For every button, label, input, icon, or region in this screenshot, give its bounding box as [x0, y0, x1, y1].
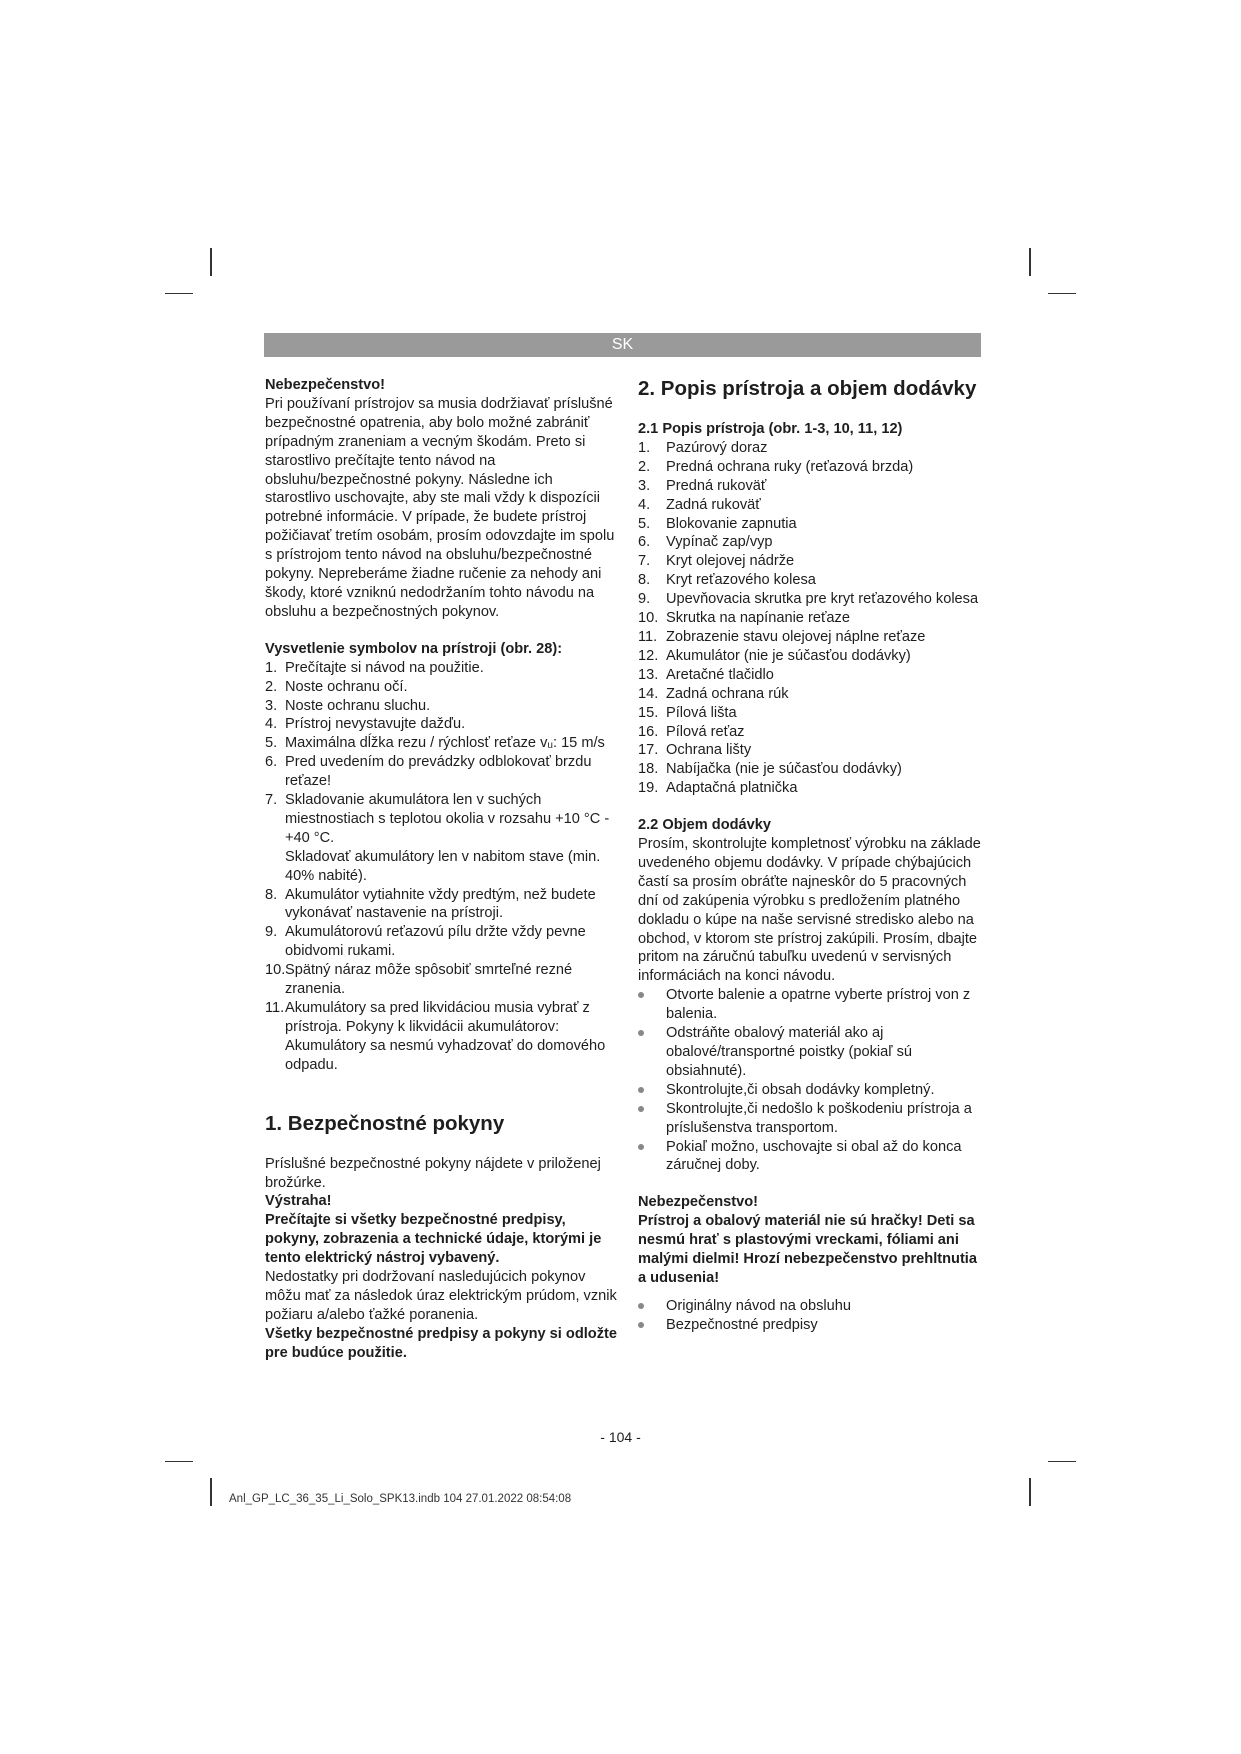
list-item-text: Akumulátorovú reťazovú pílu držte vždy pevne obidvomi rukami. [285, 924, 586, 960]
list-item-text: Prístroj nevystavujte dažďu. [285, 716, 466, 733]
language-header-bar [264, 333, 981, 357]
list-item-number: 8. [638, 572, 651, 589]
crop-mark [1029, 1478, 1031, 1506]
list-item [638, 571, 983, 590]
list-item-text: Pílová lišta [666, 704, 737, 721]
scope-paragraph: Prosím, skontrolujte kompletnosť výrobku na základe uvedeného objemu dodávky. V prípade chýbajúcich častí sa prosím obráťte najneskôr do 5 pracovných dní od zakúpenia výrobku s predložením platného dokladu o kúpe na naše servisné stredisko alebo na obchod, v ktorom ste prístroj zakúpili. Prosím, dbajte pritom na záručnú tabuľku uvedenú v servisných informáciách na konci návodu. [638, 836, 981, 985]
list-item [638, 590, 983, 609]
list-item-text: Adaptačná platnička [666, 780, 798, 797]
list-item-number: 4. [638, 496, 651, 513]
list-item-number: 19. [638, 780, 659, 797]
list-item [638, 647, 983, 666]
bullet-item [638, 986, 983, 1024]
parts-list [638, 439, 983, 798]
list-item-text: Zadná rukoväť [666, 496, 761, 513]
bullet-text: Bezpečnostné predpisy [666, 1316, 818, 1333]
list-item-text: Akumulátor (nie je súčasťou dodávky) [666, 647, 911, 664]
list-item-text: Aretačné tlačidlo [666, 666, 774, 683]
list-item-text: Predná rukoväť [666, 477, 767, 494]
crop-mark [210, 248, 212, 276]
list-item-text: Noste ochranu sluchu. [285, 697, 431, 714]
list-item-text: Akumulátor vytiahnite vždy predtým, než budete vykonávať nastavenie na prístroji. [285, 886, 596, 922]
list-item-number: 2. [265, 678, 278, 695]
list-item-text: Maximálna dĺžka rezu / rýchlosť reťaze vᵤ: 15 m/s [285, 735, 605, 752]
right-column [638, 376, 983, 1335]
list-item-text: Upevňovacia skrutka pre kryt reťazového kolesa [666, 591, 979, 608]
list-item [638, 552, 983, 571]
list-item [638, 704, 983, 723]
list-item-text: Prečítajte si návod na použitie. [285, 659, 484, 676]
list-item-number: 7. [638, 553, 651, 570]
list-item-number: 17. [638, 742, 659, 759]
list-item [265, 715, 617, 734]
bullet-icon [638, 1030, 644, 1036]
bullet-text: Odstráňte obalový materiál ako aj obalové/transportné poistky (pokiaľ sú obsiahnuté). [666, 1025, 912, 1079]
list-item [265, 886, 617, 924]
list-item-number: 7. [265, 792, 278, 809]
list-item-text: Skladovanie akumulátora len v suchých miestnostiach s teplotou okolia v rozsahu +10 °C - +40 °C. [285, 792, 610, 846]
danger-heading: Nebezpečenstvo! [265, 377, 386, 393]
list-item-number: 13. [638, 666, 659, 683]
bullet-item [638, 1316, 983, 1335]
bullet-text: Originálny návod na obsluhu [666, 1297, 851, 1314]
symbols-list [265, 659, 617, 1075]
list-item-number: 15. [638, 704, 659, 721]
bullet-item [638, 1081, 983, 1100]
list-item [265, 678, 617, 697]
warning-text: Nedostatky pri dodržovaní nasledujúcich pokynov môžu mať za následok úraz elektrickým prúdom, vznik požiaru a/alebo ťažké poranenia. [265, 1269, 617, 1323]
list-item-text: Pílová reťaz [666, 723, 745, 740]
list-item [265, 697, 617, 716]
bullet-item [638, 1138, 983, 1176]
warning-bold-text: Prečítajte si všetky bezpečnostné predpisy, pokyny, zobrazenia a technické údaje, ktorými je tento elektrický nástroj vybavený. [265, 1212, 602, 1267]
list-item-text: Pazúrový doraz [666, 439, 768, 456]
list-item-text: Spätný náraz môže spôsobiť smrteľné rezné zranenia. [285, 962, 573, 998]
list-item [265, 961, 617, 999]
symbols-heading: Vysvetlenie symbolov na prístroji (obr. 28): [265, 640, 563, 657]
bullet-text: Otvorte balenie a opatrne vyberte prístroj von z balenia. [666, 987, 971, 1023]
print-slug: Anl_GP_LC_36_35_Li_Solo_SPK13.indb 104 27.01.2022 08:54:08 [229, 1493, 572, 1505]
list-item [638, 477, 983, 496]
list-item [265, 734, 617, 753]
list-item-text: Zadná ochrana rúk [666, 685, 789, 702]
crop-mark [210, 1478, 212, 1506]
left-column [265, 376, 617, 1363]
list-item-number: 11. [265, 1000, 285, 1016]
list-item-number: 9. [265, 924, 278, 941]
list-item-number: 1. [265, 659, 278, 676]
danger-2-heading: Nebezpečenstvo! [638, 1194, 759, 1211]
bullet-item [638, 1100, 983, 1138]
list-item [638, 439, 983, 458]
bullet-icon [638, 1144, 644, 1150]
list-item-number: 2. [638, 458, 651, 475]
list-item-text: Noste ochranu očí. [285, 678, 408, 695]
crop-mark [1029, 248, 1031, 276]
list-item-text: Skrutka na napínanie reťaze [666, 610, 850, 627]
list-item [638, 458, 983, 477]
list-item [638, 760, 983, 779]
section-1-text: Príslušné bezpečnostné pokyny nájdete v priloženej brožúrke. [265, 1155, 601, 1191]
scope-heading: 2.2 Objem dodávky [638, 817, 772, 834]
page-number: - 104 - [600, 1429, 641, 1445]
list-item [638, 628, 983, 647]
list-item [265, 791, 617, 848]
danger-2-text: Prístroj a obalový materiál nie sú hračky! Deti sa nesmú hrať s plastovými vreckami, fóliami ani malými dielmi! Hrozí nebezpečenstvo prehltnutia a udusenia! [638, 1213, 977, 1286]
list-item [638, 685, 983, 704]
list-item [265, 999, 617, 1075]
list-item [638, 723, 983, 742]
list-item-text: Skladovať akumulátory len v nabitom stave (min. 40% nabité). [285, 848, 601, 884]
list-item-number: 4. [265, 716, 278, 733]
list-item [265, 848, 617, 886]
warning-keep-text: Všetky bezpečnostné predpisy a pokyny si odložte pre budúce použitie. [265, 1325, 617, 1361]
list-item [638, 609, 983, 628]
list-item [265, 753, 617, 791]
crop-mark [165, 293, 193, 294]
list-item-number: 6. [265, 754, 278, 771]
list-item-number: 10. [265, 962, 286, 979]
list-item [265, 923, 617, 961]
list-item-number: 10. [638, 610, 659, 627]
bullet-text: Skontrolujte,či obsah dodávky kompletný. [666, 1081, 935, 1098]
bullet-icon [638, 1303, 644, 1309]
list-item-text: Vypínač zap/vyp [666, 534, 773, 551]
list-item-text: Blokovanie zapnutia [666, 515, 797, 532]
crop-mark [1048, 1461, 1076, 1462]
list-item-number: 3. [265, 697, 278, 714]
list-item-number: 11. [638, 628, 658, 645]
list-item-number: 18. [638, 761, 659, 778]
danger-paragraph: Pri používaní prístrojov sa musia dodržiavať príslušné bezpečnostné opatrenia, aby bolo možné zabrániť prípadným zraneniam a vecným škodám. Preto si starostlivo prečítajte tento návod na obsluhu/bezpečnostné pokyny. Následne ich starostlivo uschovajte, aby ste mali vždy k dispozícii potrebné informácie. V prípade, že budete prístroj požičiavať tretím osobám, prosím odovzdajte im spolu s prístrojom tento návod na obsluhu/bezpečnostné pokyny. Nepreberáme žiadne ručenie za nehody ani škody, ktoré vzniknú nedodržaním tohto návodu na obsluhu a bezpečnostných pokynov. [265, 395, 615, 620]
bullet-icon [638, 1322, 644, 1328]
bullet-text: Skontrolujte,či nedošlo k poškodeniu prístroja a príslušenstva transportom. [666, 1100, 972, 1136]
crop-mark [1048, 293, 1076, 294]
list-item-number: 3. [638, 477, 651, 494]
list-item-text: Zobrazenie stavu olejovej náplne reťaze [666, 628, 926, 645]
list-item-text: Predná ochrana ruky (reťazová brzda) [666, 458, 914, 475]
list-item-number: 12. [638, 647, 659, 664]
list-item-text: Ochrana lišty [666, 742, 752, 759]
documents-bullet-list [638, 1297, 983, 1335]
list-item [638, 666, 983, 685]
description-heading: 2.1 Popis prístroja (obr. 1-3, 10, 11, 12) [638, 421, 903, 437]
bullet-item [638, 1297, 983, 1316]
section-1-title: 1. Bezpečnostné pokyny [265, 1111, 505, 1135]
list-item-number: 6. [638, 534, 651, 551]
section-2-title: 2. Popis prístroja a objem dodávky [638, 377, 977, 400]
bullet-icon [638, 1087, 644, 1093]
scope-bullet-list [638, 986, 983, 1175]
crop-mark [165, 1461, 193, 1462]
list-item-number: 8. [265, 886, 278, 903]
list-item-number: 16. [638, 723, 659, 740]
list-item-text: Kryt olejovej nádrže [666, 553, 795, 570]
list-item-text: Nabíjačka (nie je súčasťou dodávky) [666, 761, 902, 778]
bullet-icon [638, 992, 644, 998]
list-item-number: 9. [638, 591, 651, 608]
list-item-number: 14. [638, 685, 659, 702]
bullet-icon [638, 1106, 644, 1112]
list-item [638, 741, 983, 760]
bullet-item [638, 1024, 983, 1081]
warning-heading: Výstraha! [265, 1193, 332, 1210]
language-label: SK [611, 336, 634, 353]
list-item-text: Pred uvedením do prevádzky odblokovať brzdu reťaze! [285, 754, 592, 790]
list-item [265, 659, 617, 678]
list-item-number: 1. [638, 439, 651, 456]
list-item [638, 533, 983, 552]
list-item-text: Kryt reťazového kolesa [666, 572, 816, 589]
list-item [638, 779, 983, 798]
list-item [638, 515, 983, 534]
list-item-number: 5. [265, 735, 278, 752]
list-item [638, 496, 983, 515]
list-item-text: Akumulátory sa pred likvidáciou musia vybrať z prístroja. Pokyny k likvidácii akumulátorov: Akumulátory sa nesmú vyhadzovať do domového odpadu. [285, 1000, 606, 1073]
list-item-number: 5. [638, 515, 651, 532]
bullet-text: Pokiaľ možno, uschovajte si obal až do konca záručnej doby. [666, 1138, 962, 1174]
